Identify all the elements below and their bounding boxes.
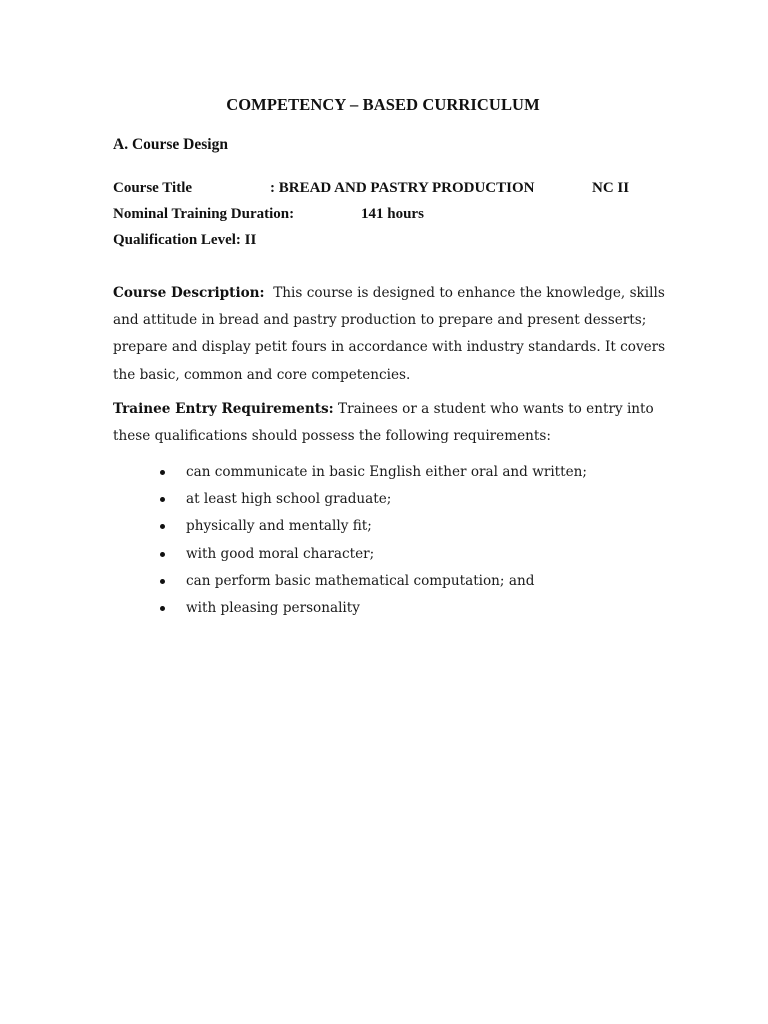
document-title: COMPETENCY – BASED CURRICULUM (226, 95, 540, 114)
course-description-text: This course is designed to enhance the knowledge, skills and attitude in bread and pastry production to prepare and present desserts; prepare and display petit fours in accordance with industry standards. It covers the basic, common and core competencies. (113, 285, 666, 383)
qualification-level-label: Qualification Level: II (113, 232, 257, 248)
bullet-icon (160, 579, 165, 584)
list-item (160, 541, 587, 568)
requirements-list (160, 459, 587, 622)
bullet-icon (160, 470, 165, 475)
entry-requirements (113, 396, 673, 450)
list-item (160, 486, 587, 513)
list-item (160, 513, 587, 540)
requirement-text: can communicate in basic English either oral and written; (186, 464, 587, 480)
course-title-qualification: NC II (592, 180, 630, 196)
bullet-icon (160, 497, 165, 502)
list-item (160, 595, 587, 622)
requirement-text: with good moral character; (186, 545, 375, 562)
course-description (113, 280, 673, 389)
list-item (160, 568, 587, 595)
list-item (160, 459, 587, 486)
entry-requirements-label: Trainee Entry Requirements: (113, 401, 334, 417)
entry-requirements-text: Trainees or a student who wants to entry into these qualifications should possess the following requirements: (113, 401, 654, 445)
bullet-icon (160, 524, 165, 529)
course-title-label: Course Title (113, 180, 193, 196)
section-heading: A. Course Design (113, 136, 228, 153)
bullet-icon (160, 552, 165, 557)
requirement-text: can perform basic mathematical computation; and (186, 572, 535, 589)
course-description-label: Course Description: (113, 285, 265, 301)
course-title-value: : BREAD AND PASTRY PRODUCTION (270, 180, 535, 196)
requirement-text: with pleasing personality (186, 599, 360, 616)
requirement-text: at least high school graduate; (186, 491, 392, 508)
duration-value: 141 hours (361, 206, 424, 222)
duration-label: Nominal Training Duration: (113, 206, 295, 222)
requirement-text: physically and mentally fit; (186, 518, 372, 535)
bullet-icon (160, 606, 165, 611)
